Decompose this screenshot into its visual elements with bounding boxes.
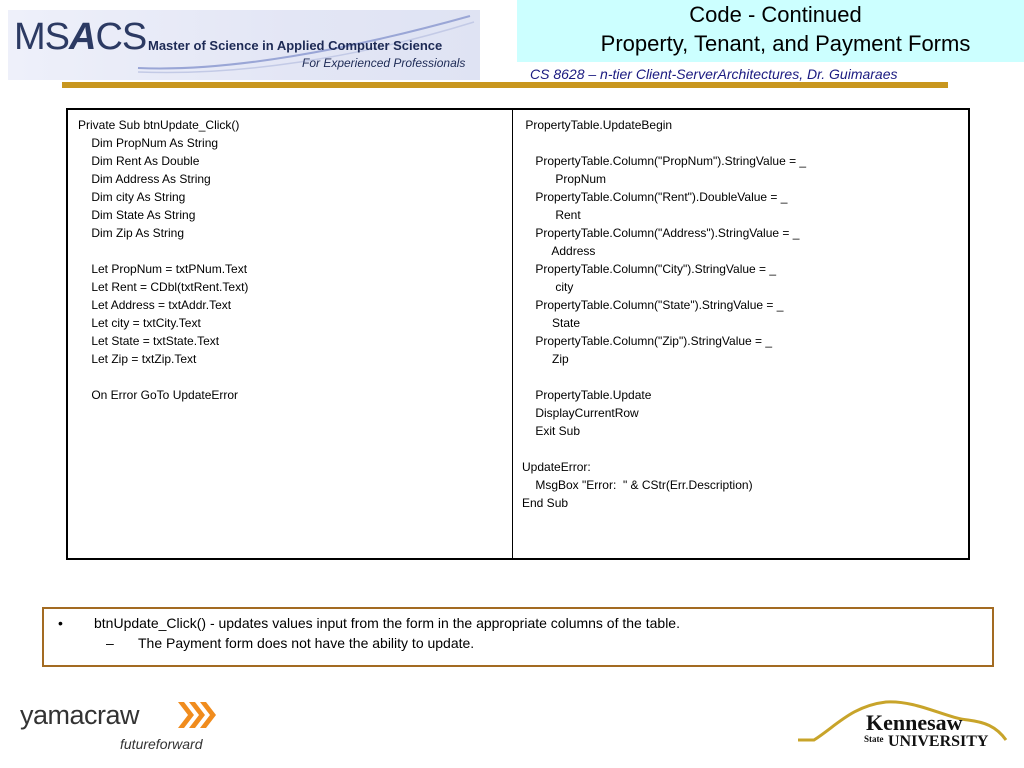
code-line: PropertyTable.Column("State").StringValue = _ [522,298,784,312]
code-line: PropertyTable.Column("Zip").StringValue = _ [522,334,773,348]
code-left-column [78,116,248,404]
code-line: Let PropNum = txtPNum.Text [78,262,248,276]
code-line: PropertyTable.UpdateBegin [522,118,673,132]
code-line: Exit Sub [522,424,581,438]
code-right-column [522,116,806,512]
slide-title-line2: Property, Tenant, and Payment Forms [600,31,971,56]
code-line: UpdateError: [522,460,591,474]
code-line [522,368,806,386]
logo-letters: MSACS [14,16,147,58]
code-table [66,108,970,560]
bullet-text: btnUpdate_Click() - updates values input from the form in the appropriate columns of the table. [94,615,680,631]
code-line: PropertyTable.Column("City").StringValue = _ [522,262,777,276]
code-line: On Error GoTo UpdateError [78,388,239,402]
code-line: Address [522,244,596,258]
yamacraw-tagline: futureforward [120,736,203,752]
bullet-symbol: • [58,615,63,631]
code-line: PropertyTable.Column("Rent").DoubleValue = _ [522,190,788,204]
course-subtitle: CS 8628 – n-tier Client-ServerArchitectures, Dr. Guimaraes [530,66,898,82]
code-line: Let Address = txtAddr.Text [78,298,232,312]
code-line: Zip [522,352,569,366]
code-line: Dim Rent As Double [78,154,200,168]
code-line: PropertyTable.Column("PropNum").StringValue = _ [522,154,807,168]
sub-bullet-item [106,635,474,651]
code-line: Let Rent = CDbl(txtRent.Text) [78,280,249,294]
code-line [522,134,806,152]
code-line [522,440,806,458]
code-line: city [522,280,574,294]
sub-bullet-symbol: – [106,635,114,651]
ksu-state: State [864,734,884,744]
header-divider [62,82,948,88]
column-divider [512,110,513,558]
sub-bullet-text: The Payment form does not have the ability to update. [138,635,475,651]
code-line: DisplayCurrentRow [522,406,639,420]
code-line: PropertyTable.Column("Address").StringValue = _ [522,226,800,240]
code-line: PropNum [522,172,607,186]
code-line: Let Zip = txtZip.Text [78,352,197,366]
code-line: Dim Address As String [78,172,211,186]
code-line: Let city = txtCity.Text [78,316,201,330]
ksu-name: Kennesaw [866,710,963,735]
code-line [78,368,248,386]
code-line: Dim State As String [78,208,196,222]
logo-subtitle: For Experienced Professionals [302,56,466,70]
slide-title-line1: Code - Continued [689,2,862,27]
slide-title-box [517,0,1024,62]
code-line: Rent [522,208,581,222]
notes-box [42,607,994,667]
yamacraw-logo-text: yamacraw [20,700,140,730]
code-line: Let State = txtState.Text [78,334,220,348]
code-line: MsgBox "Error: " & CStr(Err.Description) [522,478,753,492]
ksu-logo [796,696,1008,752]
yamacraw-chevrons-icon [176,700,218,730]
code-line: End Sub [522,496,569,510]
code-line: State [522,316,581,330]
code-line [78,242,248,260]
msacs-logo [8,10,480,80]
logo-title: Master of Science in Applied Computer Science [148,38,443,53]
code-line: Dim PropNum As String [78,136,219,150]
ksu-university: UNIVERSITY [888,733,989,750]
code-line: Dim Zip As String [78,226,185,240]
bullet-item [58,615,680,631]
code-line: PropertyTable.Update [522,388,652,402]
code-line: Private Sub btnUpdate_Click() [78,118,240,132]
code-line: Dim city As String [78,190,186,204]
